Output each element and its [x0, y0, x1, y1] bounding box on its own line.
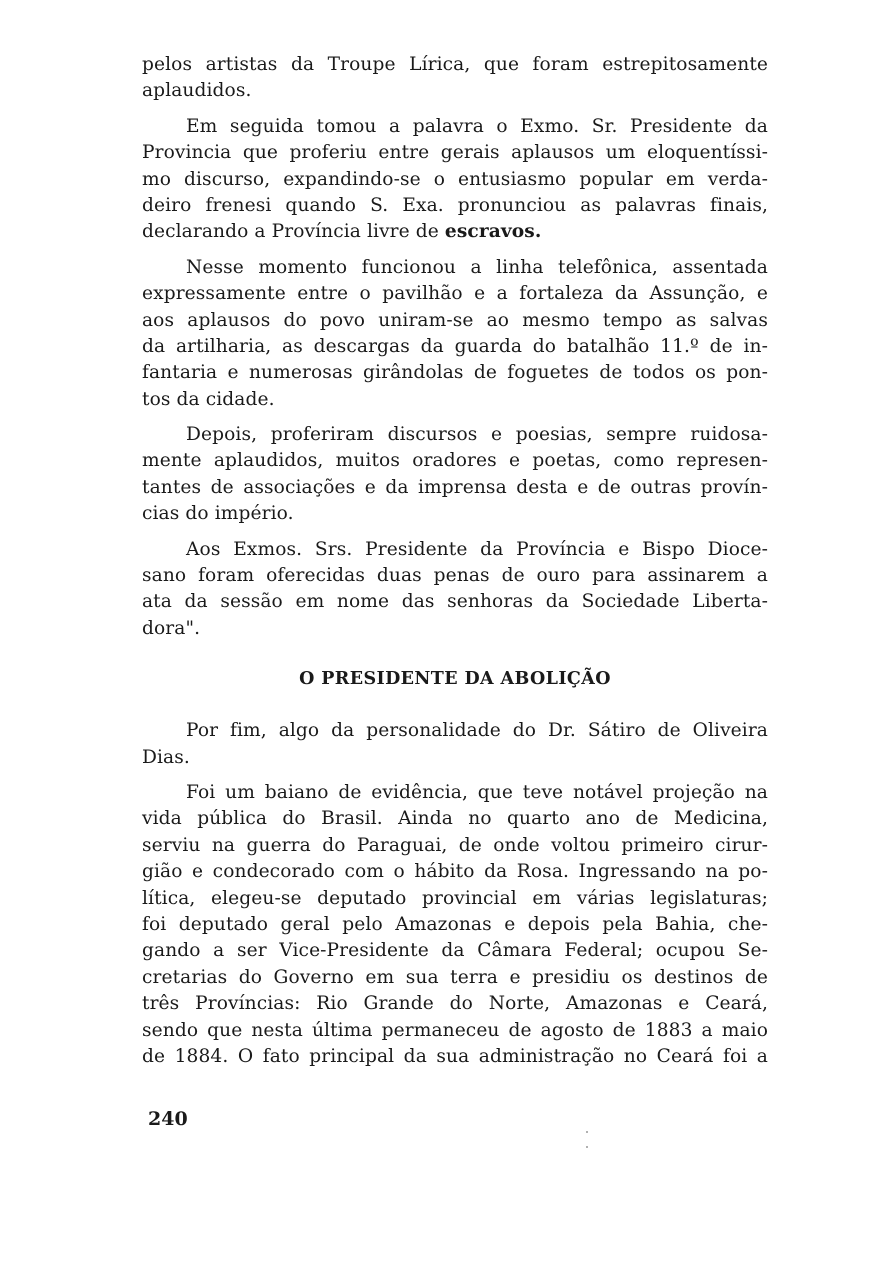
text-line: [142, 780, 768, 806]
text-line: [142, 448, 768, 474]
line-text: Foi um baiano de evidência, que teve notável projeção na: [186, 781, 768, 803]
line-text: fantaria e numerosas girândolas de foguetes de todos os pon-: [142, 362, 768, 384]
text-line: [142, 718, 768, 744]
text-line: [142, 219, 768, 245]
paragraph: [142, 114, 768, 246]
text-line: [142, 360, 768, 386]
line-text: tantes de associações e da imprensa desta e de outras provín-: [142, 476, 768, 498]
text-line: [142, 501, 768, 527]
line-text: aos aplausos do povo uniram-se ao mesmo tempo as salvas: [142, 309, 768, 331]
line-text: tos da cidade.: [142, 388, 275, 410]
paragraph: [142, 422, 768, 528]
scan-speck: [586, 1146, 588, 1148]
text-line: [142, 308, 768, 334]
line-text: ata da sessão em nome das senhoras da Sociedade Liberta-: [142, 591, 768, 613]
paragraph: [142, 255, 768, 413]
line-text: Provincia que proferiu entre gerais aplausos um eloquentíssi-: [142, 142, 768, 164]
line-text: Dias.: [142, 746, 190, 768]
page-body: [142, 52, 768, 1079]
text-after-heading: [142, 718, 768, 1070]
text-line: [142, 589, 768, 615]
text-line: [142, 334, 768, 360]
line-text: expressamente entre o pavilhão e a fortaleza da Assunção, e: [142, 283, 768, 305]
line-text: pelos artistas da Troupe Lírica, que foram estrepitosamente: [142, 54, 768, 75]
line-text: aplaudidos.: [142, 80, 252, 102]
paragraph: [142, 718, 768, 771]
line-text: vida pública do Brasil. Ainda no quarto ano de Medicina,: [142, 808, 768, 830]
line-text: mo discurso, expandindo-se o entusiasmo popular em verda-: [142, 168, 768, 190]
line-text: cretarias do Governo em sua terra e presidiu os destinos de: [142, 966, 768, 988]
line-text: dora".: [142, 617, 201, 639]
line-text: deiro frenesi quando S. Exa. pronunciou as palavras finais,: [142, 194, 768, 216]
line-text: serviu na guerra do Paraguai, de onde voltou primeiro cirur-: [142, 834, 768, 856]
text-line: [142, 114, 768, 140]
text-line: [142, 859, 768, 885]
text-line: [142, 281, 768, 307]
text-line: [142, 1018, 768, 1044]
line-text: da artilharia, as descargas da guarda do batalhão 11.º de in-: [142, 335, 768, 357]
text-line: [142, 938, 768, 964]
section-heading: O PRESIDENTE DA ABOLIÇÃO: [299, 669, 611, 690]
page-number: 240: [148, 1108, 188, 1130]
paragraph: [142, 780, 768, 1070]
text-line: [142, 616, 768, 642]
line-text: Por fim, algo da personalidade do Dr. Sátiro de Oliveira: [186, 720, 768, 742]
scan-speck: [586, 1131, 588, 1133]
text-line: [142, 167, 768, 193]
text-line: [142, 965, 768, 991]
line-text: Em seguida tomou a palavra o Exmo. Sr. Presidente da: [186, 115, 768, 137]
text-line: [142, 833, 768, 859]
line-text: foi deputado geral pelo Amazonas e depois pela Bahia, che-: [142, 913, 768, 935]
line-text: Depois, proferiram discursos e poesias, sempre ruidosa-: [186, 424, 768, 446]
line-text: lítica, elegeu-se deputado provincial em várias legislaturas;: [142, 887, 768, 909]
text-line: [142, 193, 768, 219]
line-text: gião e condecorado com o hábito da Rosa. Ingressando na po-: [142, 861, 768, 883]
text-line: [142, 991, 768, 1017]
line-text: sendo que nesta última permaneceu de agosto de 1883 a maio: [142, 1019, 768, 1041]
line-text: Aos Exmos. Srs. Presidente da Província e Bispo Dioce-: [186, 538, 768, 560]
text-line: [142, 806, 768, 832]
text-line: [142, 1044, 768, 1070]
text-line: [142, 537, 768, 563]
line-text: gando a ser Vice-Presidente da Câmara Federal; ocupou Se-: [142, 940, 768, 962]
line-text: sano foram oferecidas duas penas de ouro para assinarem a: [142, 565, 768, 587]
text-line: [142, 387, 768, 413]
text-line: [142, 255, 768, 281]
paragraph: [142, 537, 768, 643]
line-text: declarando a Província livre de: [142, 221, 445, 243]
line-text: mente aplaudidos, muitos oradores e poetas, como represen-: [142, 450, 768, 472]
text-line: [142, 563, 768, 589]
bold-word: escravos.: [444, 221, 542, 243]
text-line: [142, 912, 768, 938]
text-line: [142, 422, 768, 448]
text-line: [142, 475, 768, 501]
paragraph: [142, 52, 768, 105]
line-text: Nesse momento funcionou a linha telefônica, assentada: [186, 256, 768, 278]
text-line: [142, 886, 768, 912]
text-line: [142, 52, 768, 78]
line-text: cias do império.: [142, 503, 294, 525]
text-line: [142, 745, 768, 771]
text-line: [142, 78, 768, 104]
text-before-heading: [142, 52, 768, 642]
text-line: [142, 140, 768, 166]
line-text: de 1884. O fato principal da sua administração no Ceará foi a: [142, 1045, 768, 1067]
line-text: três Províncias: Rio Grande do Norte, Amazonas e Ceará,: [142, 993, 768, 1015]
